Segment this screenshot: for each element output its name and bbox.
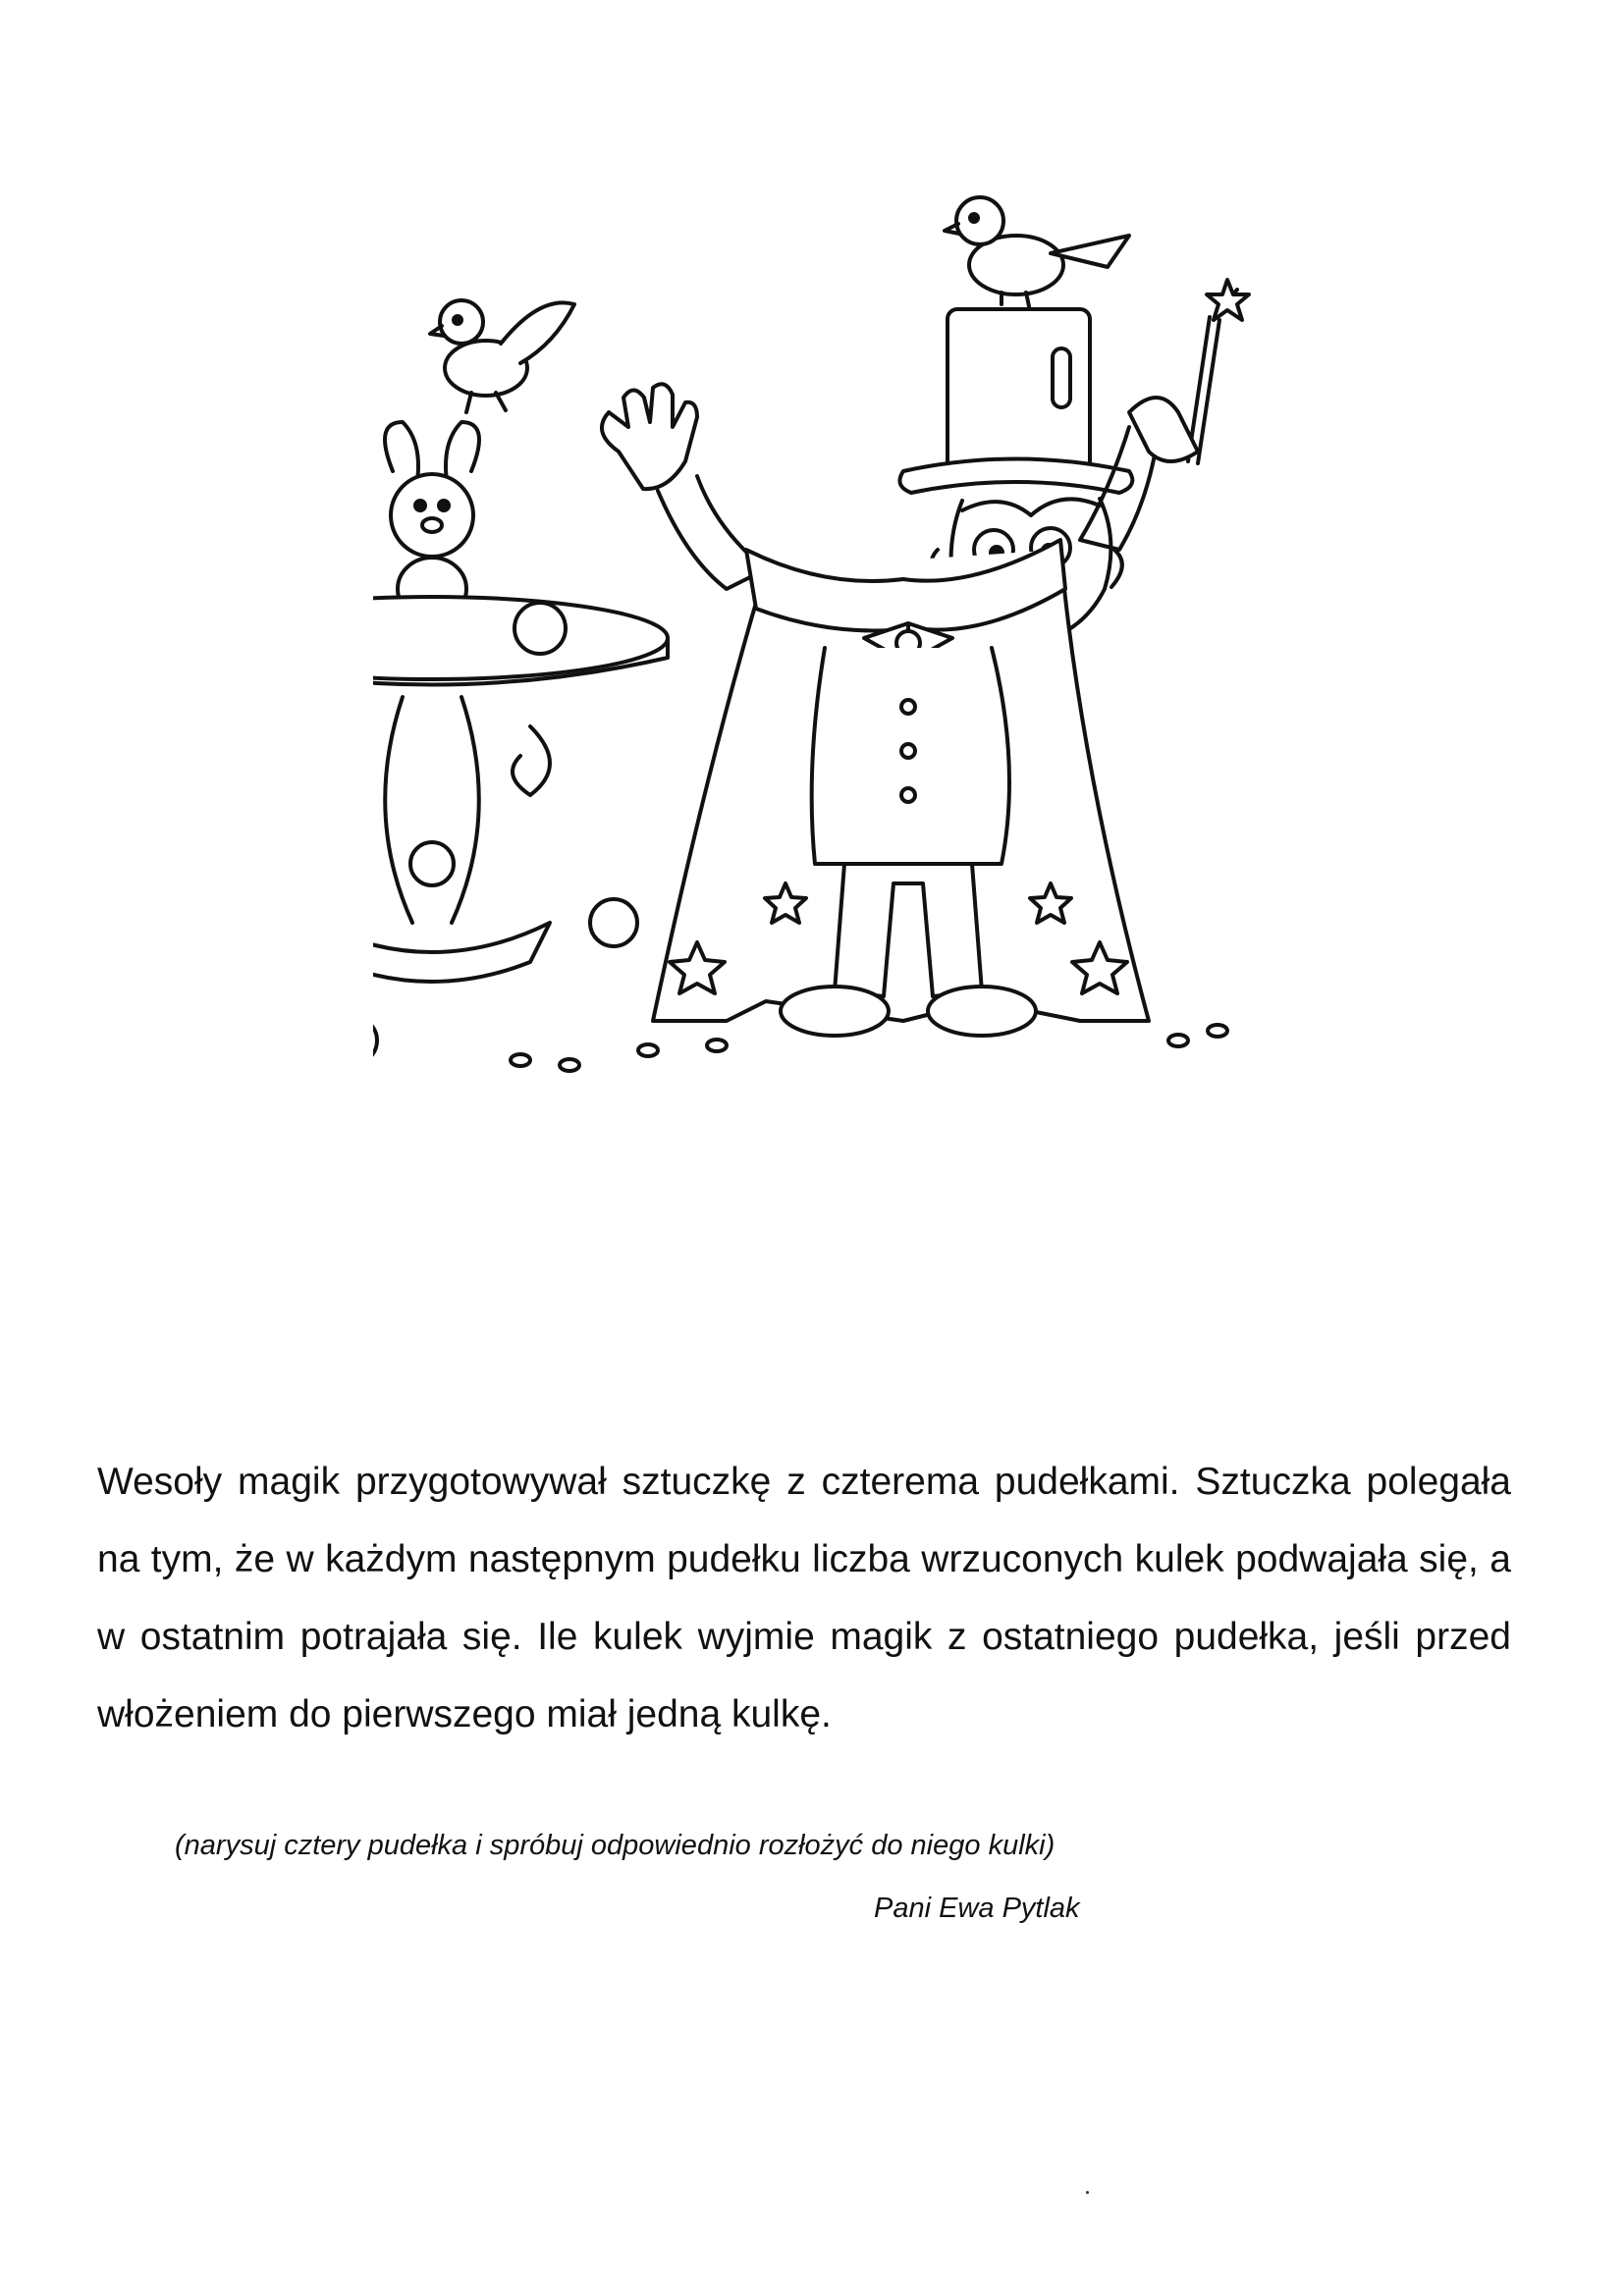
task-text: Wesoły magik przygotowywał sztuczkę z czterema pudełkami. Sztuczka polegała na tym, że w każdym następnym pudełku liczba wrzuconych kulek podwajała się, a w ostatnim potrajała się. Ile kulek wyjmie magik z ostatniego pudełka, jeśli przed włożeniem do pierwszego miał jedną kulkę.	[97, 1461, 1511, 1735]
drawing-hint: (narysuj cztery pudełka i spróbuj odpowiednio rozłożyć do niego kulki)	[175, 1830, 1056, 1861]
flying-bird-icon	[430, 300, 574, 412]
magician-illustration	[373, 177, 1355, 1296]
bird-on-hat-icon	[945, 197, 1129, 306]
magic-wand-icon	[1188, 280, 1249, 463]
top-hat-icon	[899, 309, 1132, 493]
author-signature: Pani Ewa Pytlak	[874, 1893, 1080, 1924]
stray-dot	[1086, 2191, 1089, 2194]
open-hand	[602, 384, 697, 489]
